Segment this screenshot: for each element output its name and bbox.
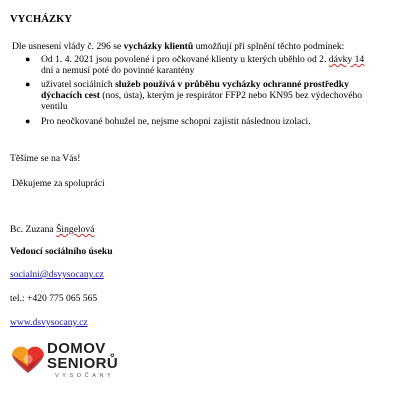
intro-text-end: umožňují při splnění těchto podmínek: <box>193 41 345 52</box>
list-item <box>0 54 390 76</box>
signature-name <box>10 224 94 235</box>
bullet-icon: ● <box>25 79 31 89</box>
conditions-list <box>0 54 390 130</box>
email-link[interactable]: socialni@dsvysocany.cz <box>10 269 104 280</box>
bullet-2-text: uživatel sociálních <box>41 79 116 90</box>
phone-number: tel.: +420 775 065 565 <box>10 293 98 304</box>
logo-line3: VYSOČANY <box>55 373 115 379</box>
list-item <box>0 79 390 112</box>
bullet-2-text-end: (nos, ústa), kterým je respirátor FFP2 nebo KN95 bez výdechového ventilu <box>41 90 363 112</box>
greeting: Těšíme se na Vás! <box>10 153 81 164</box>
website-link[interactable]: www.dsvysocany.cz <box>10 317 88 328</box>
bullet-icon: ● <box>25 116 31 126</box>
signature-name-prefix: Bc. Zuzana <box>10 224 57 235</box>
intro-text: Dle usnesení vlády č. 296 se <box>12 41 124 52</box>
signature-role: Vedoucí sociálního úseku <box>10 246 113 257</box>
bullet-1-text: Od 1. 4. 2021 jsou povolené i pro očkované klienty u kterých uběhlo od 2. <box>41 54 329 65</box>
logo-line2: SENIORŮ <box>47 355 119 372</box>
bullet-3-text: Pro neočkované bohužel ne, nejsme schopni zajistit následnou izolaci. <box>41 116 311 127</box>
domov-senioru-logo <box>10 340 140 386</box>
document-title: VYCHÁZKY <box>10 14 73 25</box>
list-item <box>0 116 390 127</box>
signature-surname: Šingelová <box>56 224 95 235</box>
bullet-2-bold: služeb používá v průběhu vycházky ochranné prostředky dýchacích cest <box>41 79 349 101</box>
thanks-line: Děkujeme za spolupráci <box>12 178 105 189</box>
bullet-1-text-end: dní a nemusí poté do povinné karantény <box>41 65 195 76</box>
intro-bold: vycházky klientů <box>123 41 194 52</box>
bullet-icon: ● <box>25 54 31 64</box>
logo-mark-icon <box>10 342 46 376</box>
intro-paragraph <box>12 41 392 52</box>
logo-line1: DOMOV <box>47 340 106 357</box>
bullet-1-marked-text: dávky 14 <box>328 54 365 65</box>
